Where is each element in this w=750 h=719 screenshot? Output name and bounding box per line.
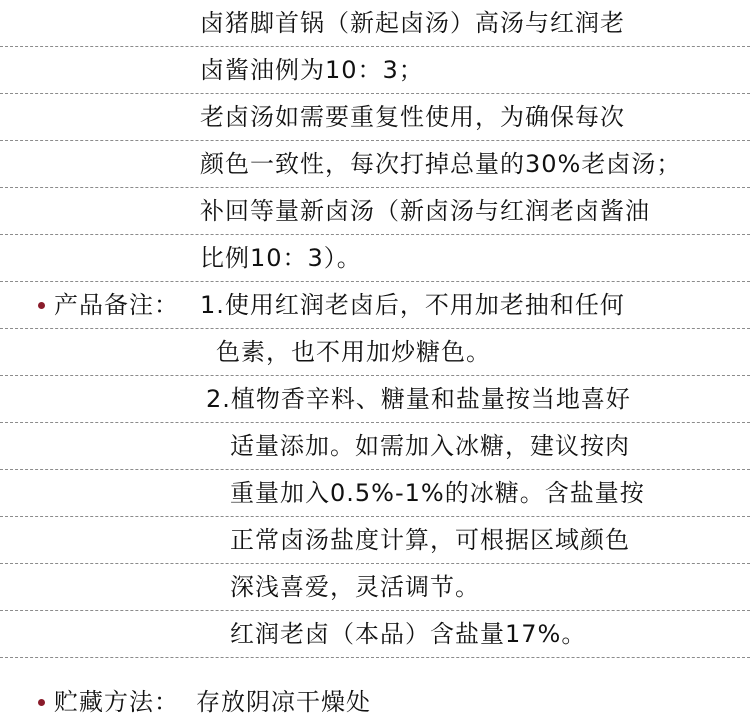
line-text: 红润老卤（本品）含盐量17%。	[230, 620, 587, 648]
line-text: 重量加入0.5%-1%的冰糖。含盐量按	[230, 479, 645, 507]
line-text: 卤猪脚首锅（新起卤汤）高汤与红润老	[200, 9, 625, 37]
storage-label: 贮藏方法：	[54, 688, 179, 716]
bullet-icon	[38, 699, 45, 706]
line-text: 1.使用红润老卤后，不用加老抽和任何	[200, 291, 625, 319]
line-text: 2.植物香辛料、糖量和盐量按当地喜好	[206, 385, 631, 413]
line-text: 老卤汤如需要重复性使用，为确保每次	[200, 103, 625, 131]
remarks-line	[0, 282, 750, 329]
line-text: 存放阴凉干燥处	[196, 688, 371, 716]
storage-line	[0, 672, 750, 719]
remarks-label: 产品备注：	[54, 291, 179, 319]
text-line	[0, 0, 750, 47]
text-line	[0, 470, 750, 517]
line-text: 补回等量新卤汤（新卤汤与红润老卤酱油	[200, 197, 650, 225]
text-line	[0, 188, 750, 235]
text-line	[0, 423, 750, 470]
text-line	[0, 47, 750, 94]
line-text: 适量添加。如需加入冰糖，建议按肉	[230, 432, 630, 460]
line-text: 比例10：3）。	[200, 244, 362, 272]
text-line	[0, 611, 750, 658]
text-line	[0, 141, 750, 188]
bullet-icon	[38, 302, 45, 309]
line-text: 正常卤汤盐度计算，可根据区域颜色	[230, 526, 630, 554]
line-text: 深浅喜爱，灵活调节。	[230, 573, 480, 601]
text-line	[0, 376, 750, 423]
text-line	[0, 329, 750, 376]
line-text: 色素，也不用加炒糖色。	[216, 338, 491, 366]
text-line	[0, 94, 750, 141]
text-line	[0, 564, 750, 611]
line-text: 颜色一致性，每次打掉总量的30%老卤汤；	[200, 150, 682, 178]
line-text: 卤酱油例为10：3；	[200, 56, 424, 84]
text-line	[0, 235, 750, 282]
text-line	[0, 517, 750, 564]
